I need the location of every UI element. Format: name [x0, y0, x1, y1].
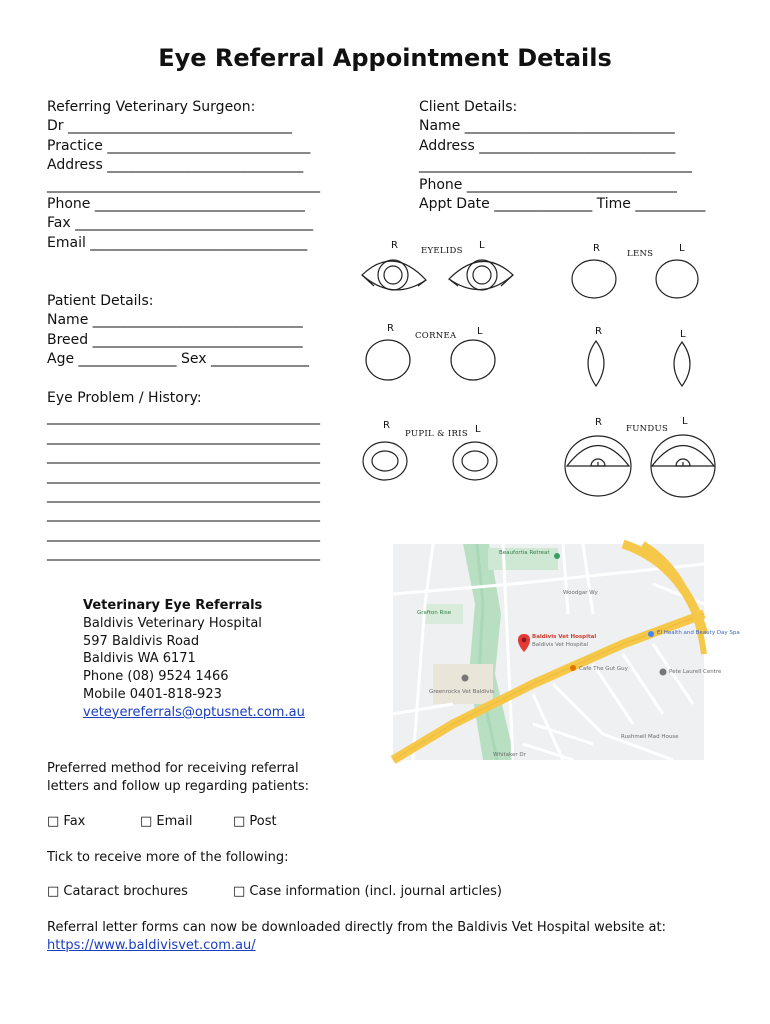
lens-side-r-label: R	[595, 326, 602, 337]
eyelids-l-label: L	[479, 240, 485, 251]
map-hospital-label: Baldivis Vet Hospital	[532, 634, 597, 640]
pupil-l-label: L	[475, 424, 481, 435]
client-address-line2[interactable]: _______________________________________	[419, 157, 692, 174]
eyelid-right-drawing	[362, 260, 426, 290]
client-name-field[interactable]: Name ______________________________	[419, 118, 675, 135]
lens-side-l-label: L	[680, 329, 686, 340]
contact-street: 597 Baldivis Road	[83, 633, 200, 649]
post-checkbox[interactable]: □ Post	[233, 814, 277, 829]
cornea-r-label: R	[387, 323, 394, 334]
appt-date-time-field[interactable]: Appt Date ______________ Time __________	[419, 196, 706, 213]
vet-phone-field[interactable]: Phone ______________________________	[47, 196, 305, 213]
cornea-right-drawing	[366, 340, 410, 380]
pupil-right-drawing	[363, 442, 407, 480]
history-line[interactable]: _______________________________________	[47, 428, 320, 445]
map-label: Woodgar Wy	[563, 590, 598, 596]
email-field[interactable]: Email _______________________________	[47, 234, 308, 251]
pupil-iris-label: PUPIL & IRIS	[405, 429, 468, 439]
cornea-left-drawing	[451, 340, 495, 380]
map-label: El Health and Beauty Day Spa	[657, 630, 740, 636]
map-label: Whitaker Dr	[493, 752, 526, 758]
contact-suburb: Baldivis WA 6171	[83, 651, 196, 667]
history-line[interactable]: _______________________________________	[47, 487, 320, 504]
cataract-checkbox[interactable]: □ Cataract brochures	[47, 884, 188, 899]
patient-section	[47, 292, 309, 370]
preferred-method-text	[47, 760, 309, 796]
practice-field[interactable]: Practice _____________________________	[47, 137, 311, 154]
lens-label: LENS	[627, 249, 654, 259]
fundus-left-drawing	[651, 435, 715, 497]
location-map[interactable]	[393, 544, 740, 760]
case-info-checkbox[interactable]: □ Case information (incl. journal articles)	[233, 884, 502, 899]
fundus-label: FUNDUS	[626, 424, 669, 434]
client-phone-field[interactable]: Phone ______________________________	[419, 176, 677, 193]
contact-block	[83, 597, 305, 722]
client-address-field[interactable]: Address ____________________________	[419, 137, 676, 154]
fundus-l-label: L	[682, 416, 688, 427]
lens-l-label: L	[679, 243, 685, 254]
map-label: Greenrocks Vet Baldivis	[429, 689, 494, 695]
referring-heading: Referring Veterinary Surgeon:	[47, 99, 256, 115]
map-hospital-sublabel: Baldivis Vet Hospital	[532, 642, 589, 648]
contact-hospital: Baldivis Veterinary Hospital	[83, 615, 262, 631]
fax-checkbox[interactable]: □ Fax	[47, 814, 86, 829]
fundus-right-drawing	[565, 436, 631, 496]
cornea-label: CORNEA	[415, 331, 457, 341]
website-link[interactable]: https://www.baldivisvet.com.au/	[47, 938, 256, 953]
history-line[interactable]: _______________________________________	[47, 448, 320, 465]
map-label: Cafe The Gut Guy	[579, 666, 628, 672]
history-line[interactable]: _______________________________________	[47, 506, 320, 523]
fundus-r-label: R	[595, 417, 602, 428]
lens-r-label: R	[593, 243, 600, 254]
contact-email-link[interactable]: veteyereferrals@optusnet.com.au	[83, 704, 305, 720]
vet-address-line2[interactable]: _______________________________________	[47, 176, 320, 193]
referring-section	[47, 98, 320, 253]
preferred-text-line1: Preferred method for receiving referral	[47, 761, 299, 776]
map-drawing	[393, 544, 704, 760]
contact-mobile: Mobile 0401-818-923	[83, 686, 222, 702]
patient-heading: Patient Details:	[47, 293, 154, 309]
map-label: Rushmell Mad House	[621, 734, 679, 740]
preferred-text-line2: letters and follow up regarding patients:	[47, 778, 310, 794]
contact-name: Veterinary Eye Referrals	[83, 598, 263, 613]
tick-heading: Tick to receive more of the following:	[47, 850, 289, 865]
dr-field[interactable]: Dr ________________________________	[47, 118, 292, 135]
vet-address-field[interactable]: Address ____________________________	[47, 157, 304, 174]
map-label: Pete Laurell Centre	[669, 669, 722, 675]
cornea-l-label: L	[477, 326, 483, 337]
map-label: Beaufortia Retreat	[499, 550, 550, 556]
footer-text: Referral letter forms can now be downloaded directly from the Baldivis Vet Hospital website at:	[47, 920, 667, 935]
patient-name-field[interactable]: Name ______________________________	[47, 312, 303, 329]
history-section	[47, 389, 320, 564]
eyelid-left-drawing	[449, 260, 513, 290]
lens-side-left-drawing	[674, 342, 690, 386]
lens-right-drawing	[572, 260, 616, 298]
map-marker-icon	[518, 634, 530, 652]
lens-side-right-drawing	[588, 341, 604, 386]
email-checkbox[interactable]: □ Email	[140, 814, 193, 829]
history-line[interactable]: _______________________________________	[47, 545, 320, 562]
eyelids-label: EYELIDS	[421, 246, 463, 256]
page-title: Eye Referral Appointment Details	[158, 44, 612, 72]
eyelids-r-label: R	[391, 240, 398, 251]
breed-field[interactable]: Breed ______________________________	[47, 331, 303, 348]
fax-field[interactable]: Fax __________________________________	[47, 215, 314, 232]
age-sex-field[interactable]: Age ______________ Sex ______________	[47, 351, 309, 368]
map-label: Grafton Rise	[417, 610, 452, 616]
history-line[interactable]: _______________________________________	[47, 525, 320, 542]
client-section	[419, 98, 705, 214]
contact-phone: Phone (08) 9524 1466	[83, 669, 229, 685]
history-line[interactable]: _______________________________________	[47, 467, 320, 484]
history-heading: Eye Problem / History:	[47, 390, 202, 406]
lens-left-drawing	[656, 260, 698, 298]
pupil-left-drawing	[453, 442, 497, 480]
history-line[interactable]: _______________________________________	[47, 409, 320, 426]
client-heading: Client Details:	[419, 99, 518, 115]
pupil-r-label: R	[383, 420, 390, 431]
